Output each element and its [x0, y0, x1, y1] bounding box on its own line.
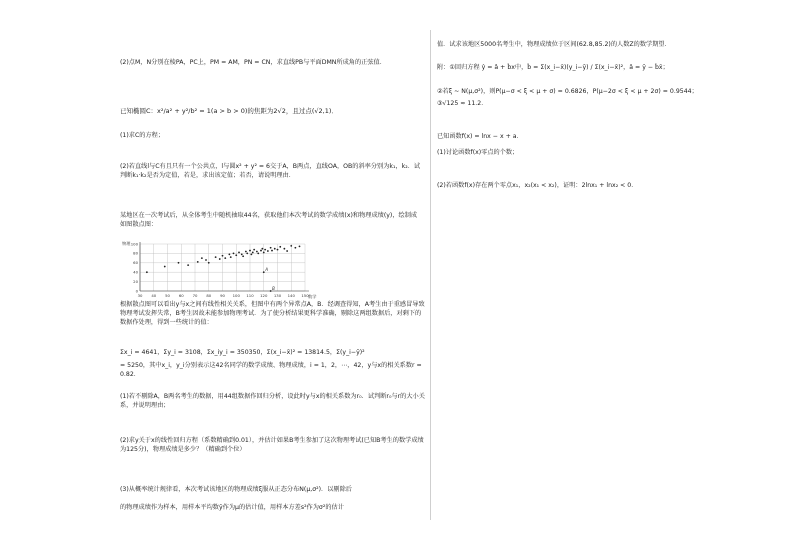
data-point	[257, 253, 259, 255]
data-point	[242, 255, 244, 257]
ellipse-intro: 已知椭圆C：x²/a² + y²/b² = 1(a > b > 0)的焦距为2√2，且过点(√2,1)．	[120, 107, 338, 115]
x-tick-label: 120	[260, 293, 268, 298]
data-point	[235, 254, 237, 256]
chart-xlabel: 数学	[308, 294, 317, 299]
y-tick-label: 80	[133, 250, 138, 256]
outlier-label: A	[265, 267, 268, 272]
question-mn-angle: (2)点M，N分别在棱PA，PC上，PM = AM，PN = CN，求直线PB与平面DMN所成角的正弦值．	[120, 59, 386, 66]
x-tick-label: 150	[301, 293, 309, 298]
data-point	[271, 250, 273, 252]
stats-paragraph: 根据散点图可以看出y与x之间有线性相关关系，但图中有两个异常点A，B．经调查得知，A考生由于重感冒导致物理考试发挥失常，B考生因故未能参加物理考试．为了使分析结果更科学准确，剔除这两组数据后，对剩下的数据作处理，得到一些统计的值：	[120, 301, 425, 326]
question-normal-1: (3)从概率统计规律看，本次考试该地区的物理成绩ξ服从正态分布N(μ,σ²)．以剔除后	[120, 486, 352, 493]
continuation-line: 值．试求该地区5000名考生中，物理成绩位于区间(62.8,85.2)的人数Z的数学期望．	[437, 41, 671, 48]
x-tick-label: 50	[165, 293, 170, 298]
y-tick-label: 40	[133, 269, 138, 275]
chart-points	[146, 245, 300, 273]
data-point	[241, 253, 243, 255]
data-point	[252, 252, 254, 254]
x-tick-label: 130	[273, 293, 282, 298]
data-point	[279, 246, 281, 248]
x-tick-label: 80	[206, 293, 212, 298]
x-tick-label: 70	[192, 293, 198, 298]
data-point	[283, 248, 285, 250]
y-tick-label: 100	[130, 241, 138, 247]
sums-line-2: = 5250，其中x_i，y_i分别表示这42名同学的数学成绩、物理成绩，i = 1，2，⋯，42，y与x的相关系数r = 0.82．	[120, 362, 422, 378]
data-point	[205, 259, 207, 261]
x-tick-label: 110	[246, 293, 254, 298]
x-tick-label: 140	[287, 293, 295, 298]
scatter-chart	[120, 239, 320, 301]
sums-line-1: Σx_i = 4641，Σy_i = 3108，Σx_iy_i = 350350，Σ(x_i−x̄)² = 13814.5，Σ(y_i−ȳ)²	[120, 349, 365, 356]
ellipse-q2: (2)若直线l与C有且只有一个公共点，l与圆x² + y² = 6交于A，B两点，直线OA，OB的斜率分别为k₁，k₂．试判断k₁·k₂是否为定值，若是，求出该定值；若否，请说明理由．	[120, 163, 421, 179]
data-point	[208, 262, 210, 264]
data-point	[270, 247, 272, 249]
chart-outliers	[263, 267, 275, 292]
chart-ylabel: 物理	[122, 241, 131, 246]
data-point	[245, 251, 247, 253]
chart-grid	[140, 244, 305, 291]
y-tick-label: 20	[133, 278, 138, 284]
data-point	[219, 258, 221, 260]
data-point	[290, 245, 292, 247]
data-point	[250, 253, 252, 255]
data-point	[263, 252, 265, 254]
x-tick-label: 90	[220, 293, 225, 298]
data-point	[256, 251, 258, 253]
function-q1: (1)讨论函数f(x)零点的个数；	[437, 149, 519, 156]
data-point	[277, 249, 279, 251]
data-point	[253, 249, 255, 251]
data-point	[233, 253, 235, 255]
column-divider	[430, 30, 431, 520]
question-r0: (1)若不剔除A，B两名考生的数据，用44组数据作回归分析，设此时y与x的相关系数为r₀．试判断r₀与r的大小关系，并说明理由；	[120, 393, 425, 409]
data-point	[264, 249, 266, 251]
chart-ticks	[131, 241, 309, 298]
data-point	[274, 248, 276, 250]
data-point	[164, 266, 166, 268]
y-tick-label: 0	[135, 288, 138, 294]
data-point	[224, 257, 226, 259]
data-point	[187, 264, 189, 266]
data-point	[267, 250, 269, 252]
data-point	[146, 271, 148, 273]
data-point	[260, 250, 262, 252]
x-tick-label: 30	[137, 293, 143, 298]
x-tick-label: 40	[151, 293, 157, 298]
function-intro: 已知函数f(x) = lnx − x + a．	[437, 133, 523, 140]
data-point	[286, 250, 288, 252]
data-point	[246, 253, 248, 255]
data-point	[215, 256, 217, 258]
x-tick-label: 100	[232, 293, 240, 298]
function-q2: (2)若函数f(x)存在两个零点x₁，x₂(x₁ < x₂)，证明：2lnx₁ + lnx₂ < 0．	[437, 182, 638, 189]
data-point	[230, 256, 232, 258]
attachment-regression: 附：①回归方程 ŷ = â + b̂x中，b̂ = Σ(x_i−x̄)(y_i−ȳ) / Σ(x_i−x̄)²，â = ȳ − b̂x̄；	[437, 64, 669, 71]
attachment-normal: ②若ξ ~ N(μ,σ²)，则P(μ−σ < ξ < μ + σ) = 0.6826，P(μ−2σ < ξ < μ + 2σ) = 0.9544；	[437, 88, 698, 95]
data-point	[261, 248, 263, 250]
data-point	[294, 247, 296, 249]
data-point	[249, 250, 251, 252]
y-tick-label: 60	[133, 260, 138, 266]
outlier-label: B	[272, 285, 275, 291]
data-point	[201, 257, 203, 259]
data-point	[299, 245, 301, 247]
data-point	[178, 262, 180, 264]
ellipse-q1: (1)求C的方程；	[120, 132, 165, 139]
x-tick-label: 60	[178, 293, 184, 298]
stats-intro: 某地区在一次考试后，从全体考生中随机抽取44名，获取他们本次考试的数学成绩(x)和物理成绩(y)，绘制成如图散点图：	[120, 212, 418, 228]
question-normal-2: 的物理成绩作为样本，用样本平均数ȳ作为μ的估计值，用样本方差s²作为σ²的估计	[120, 504, 344, 511]
data-point	[197, 261, 199, 263]
attachment-sqrt: ③√125 ≈ 11.2．	[437, 100, 488, 107]
data-point	[238, 252, 240, 254]
data-point	[228, 253, 230, 255]
question-regression: (2)求y关于x的线性回归方程（系数精确到0.01），并估计如果B考生参加了这次物理考试(已知B考生的数学成绩为125分)，物理成绩是多少？（精确到个位）	[120, 437, 424, 453]
data-point	[222, 255, 224, 257]
